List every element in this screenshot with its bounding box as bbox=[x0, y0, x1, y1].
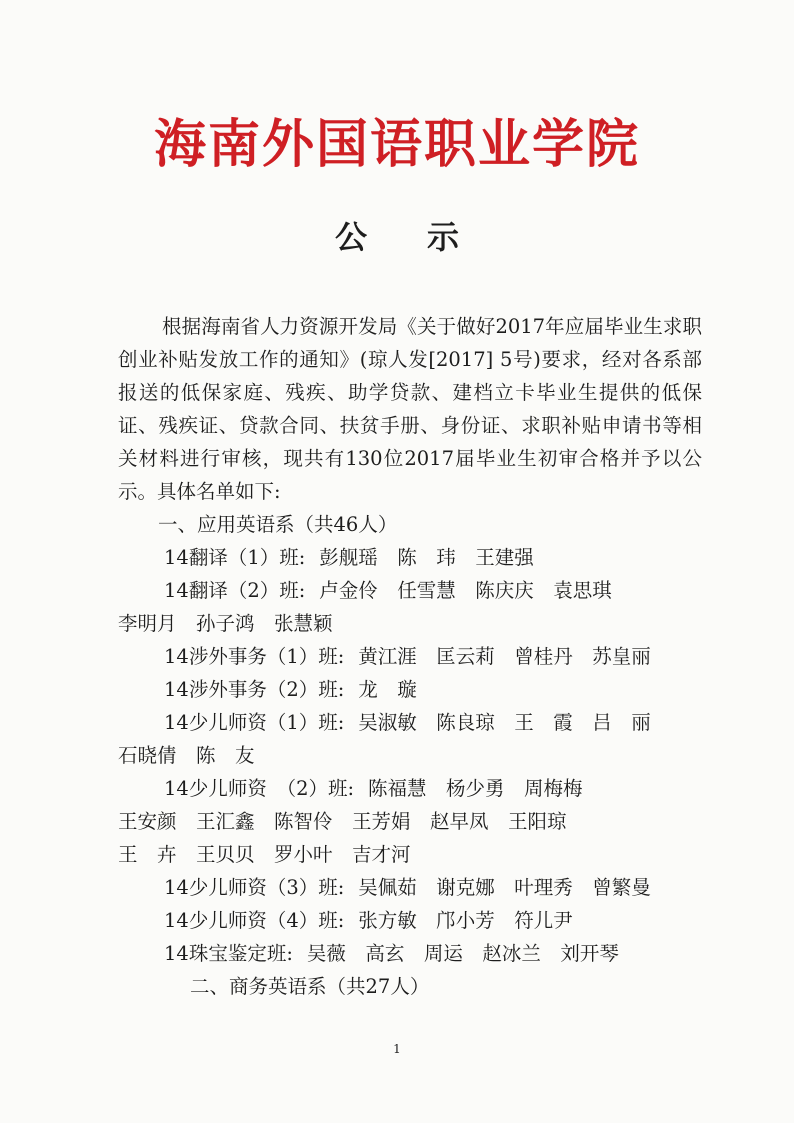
class-label: 14珠宝鉴定班: bbox=[164, 942, 293, 965]
class-label: 14少儿师资（1）班: bbox=[164, 711, 345, 734]
student-names-continued: 石晓倩 陈 友 bbox=[118, 744, 255, 767]
institution-title: 海南外国语职业学院 bbox=[153, 114, 640, 175]
class-line bbox=[118, 772, 702, 805]
class-line bbox=[118, 904, 702, 937]
class-label: 14涉外事务（2）班: bbox=[164, 678, 345, 701]
class-label: 14少儿师资 （2）班: bbox=[164, 777, 355, 800]
class-line bbox=[118, 640, 702, 673]
class-label: 14少儿师资（3）班: bbox=[164, 876, 345, 899]
class-line bbox=[118, 574, 702, 607]
class-line bbox=[118, 706, 702, 739]
student-names: 卢金伶 任雪慧 陈庆庆 袁思琪 bbox=[319, 579, 612, 602]
class-label: 14涉外事务（1）班: bbox=[164, 645, 345, 668]
student-names: 陈福慧 杨少勇 周梅梅 bbox=[368, 777, 583, 800]
class-line bbox=[118, 673, 702, 706]
student-names: 龙 璇 bbox=[358, 678, 417, 701]
intro-paragraph: 根据海南省人力资源开发局《关于做好2017年应届毕业生求职创业补贴发放工作的通知》(琼人发[2017] 5号)要求，经对各系部报送的低保家庭、残疾、助学贷款、建档立卡毕业生提供的低保证、残疾证、贷款合同、扶贫手册、身份证、求职补贴申请书等相关材料进行审核，现共有130位2017届毕业生初审合格并予以公示。具体名单如下: bbox=[118, 315, 702, 503]
student-names: 黄江涯 匡云莉 曾桂丹 苏皇丽 bbox=[358, 645, 651, 668]
class-line bbox=[118, 871, 702, 904]
class-label: 14翻译（1）班: bbox=[164, 546, 306, 569]
notice-body bbox=[118, 310, 702, 1003]
student-names-continued: 李明月 孙子鸿 张慧颖 bbox=[118, 612, 333, 635]
page-number: 1 bbox=[393, 1042, 401, 1056]
class-line bbox=[118, 937, 702, 970]
class-label: 14翻译（2）班: bbox=[164, 579, 306, 602]
section-heading-business-english: 二、商务英语系（共27人） bbox=[190, 975, 430, 998]
section-heading-applied-english: 一、应用英语系（共46人） bbox=[158, 513, 398, 536]
student-names: 吴淑敏 陈良琼 王 霞 吕 丽 bbox=[358, 711, 651, 734]
notice-subtitle: 公示 bbox=[334, 218, 519, 256]
student-names: 张方敏 邝小芳 符儿尹 bbox=[358, 909, 573, 932]
class-line bbox=[118, 541, 702, 574]
student-names-continued: 王安颜 王汇鑫 陈智伶 王芳娟 赵早凤 王阳琼 bbox=[118, 810, 567, 833]
student-names: 吴薇 高玄 周运 赵冰兰 刘开琴 bbox=[306, 942, 619, 965]
student-names: 彭舰瑶 陈 玮 王建强 bbox=[319, 546, 534, 569]
class-label: 14少儿师资（4）班: bbox=[164, 909, 345, 932]
student-names-continued: 王 卉 王贝贝 罗小叶 吉才河 bbox=[118, 843, 411, 866]
student-names: 吴佩茹 谢克娜 叶理秀 曾繁曼 bbox=[358, 876, 651, 899]
